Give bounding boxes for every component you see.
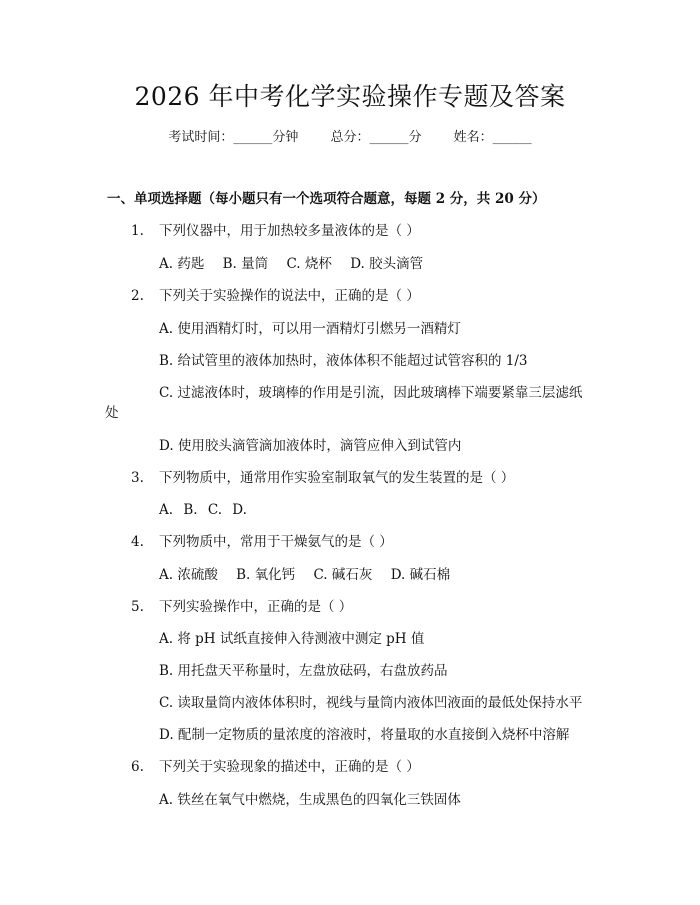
- question-number: 6.: [131, 759, 144, 775]
- option-d: D.: [232, 502, 247, 518]
- option-b: B. 给试管里的液体加热时，液体体积不能超过试管容积的 1/3: [159, 353, 528, 369]
- question-number: 1.: [131, 223, 144, 239]
- exam-info: [0, 128, 700, 148]
- question-1: [131, 220, 420, 242]
- option-b: B.: [183, 502, 198, 518]
- question-number: 4.: [131, 534, 144, 550]
- question-4: [131, 531, 393, 553]
- option-c: C.: [207, 502, 222, 518]
- option-c: C. 读取量筒内液体体积时，视线与量筒内液体凹液面的最低处保持水平: [159, 695, 583, 711]
- option-d: D. 使用胶头滴管滴加液体时，滴管应伸入到试管内: [159, 438, 462, 454]
- option-d: D. 配制一定物质的量浓度的溶液时，将量取的水直接倒入烧杯中溶解: [159, 727, 570, 743]
- option-a: A.: [159, 502, 174, 518]
- name-field: 姓名：______: [453, 130, 532, 145]
- option-b: B. 用托盘天平称量时，左盘放砝码，右盘放药品: [159, 663, 448, 679]
- exam-time-field: 考试时间：______分钟: [168, 130, 299, 145]
- question-text: 下列物质中，常用于干燥氨气的是（ ）: [159, 534, 393, 550]
- option-c: C. 过滤液体时，玻璃棒的作用是引流，因此玻璃棒下端要紧靠三层滤纸: [159, 385, 583, 401]
- question-6: [131, 756, 420, 778]
- question-2: [131, 285, 420, 307]
- question-number: 3.: [131, 470, 144, 486]
- question-1-options: [159, 253, 437, 275]
- option-c: C. 烧杯: [286, 256, 332, 272]
- question-text: 下列实验操作中，正确的是（ ）: [159, 599, 353, 615]
- option-a: A. 使用酒精灯时，可以用一酒精灯引燃另一酒精灯: [159, 321, 461, 337]
- question-5: [131, 596, 352, 618]
- total-score-field: 总分：______分: [330, 130, 422, 145]
- option-c: C. 碱石灰: [313, 567, 373, 583]
- option-b: B. 氧化钙: [236, 567, 296, 583]
- question-number: 5.: [131, 599, 144, 615]
- page-title: 2026 年中考化学实验操作专题及答案: [134, 82, 566, 111]
- question-4-options: [159, 564, 464, 586]
- option-a: A. 浓硫酸: [159, 567, 218, 583]
- option-c-continuation: 处: [105, 405, 119, 421]
- question-number: 2.: [131, 288, 144, 304]
- question-text: 下列仪器中，用于加热较多量液体的是（ ）: [159, 223, 420, 239]
- question-text: 下列关于实验现象的描述中，正确的是（ ）: [159, 759, 420, 775]
- option-a: A. 药匙: [159, 256, 205, 272]
- question-3-options: [159, 499, 247, 521]
- question-3: [131, 467, 514, 489]
- question-text: 下列关于实验操作的说法中，正确的是（ ）: [159, 288, 420, 304]
- option-a: A. 将 pH 试纸直接伸入待测液中测定 pH 值: [159, 631, 425, 647]
- option-b: B. 量筒: [222, 256, 269, 272]
- question-text: 下列物质中，通常用作实验室制取氧气的发生装置的是（ ）: [159, 470, 515, 486]
- option-d: D. 碱石棉: [390, 567, 451, 583]
- option-a: A. 铁丝在氧气中燃烧，生成黑色的四氧化三铁固体: [159, 792, 461, 808]
- section-heading: 一、单项选择题（每小题只有一个选项符合题意，每题 2 分，共 20 分）: [107, 191, 546, 207]
- option-d: D. 胶头滴管: [350, 256, 424, 272]
